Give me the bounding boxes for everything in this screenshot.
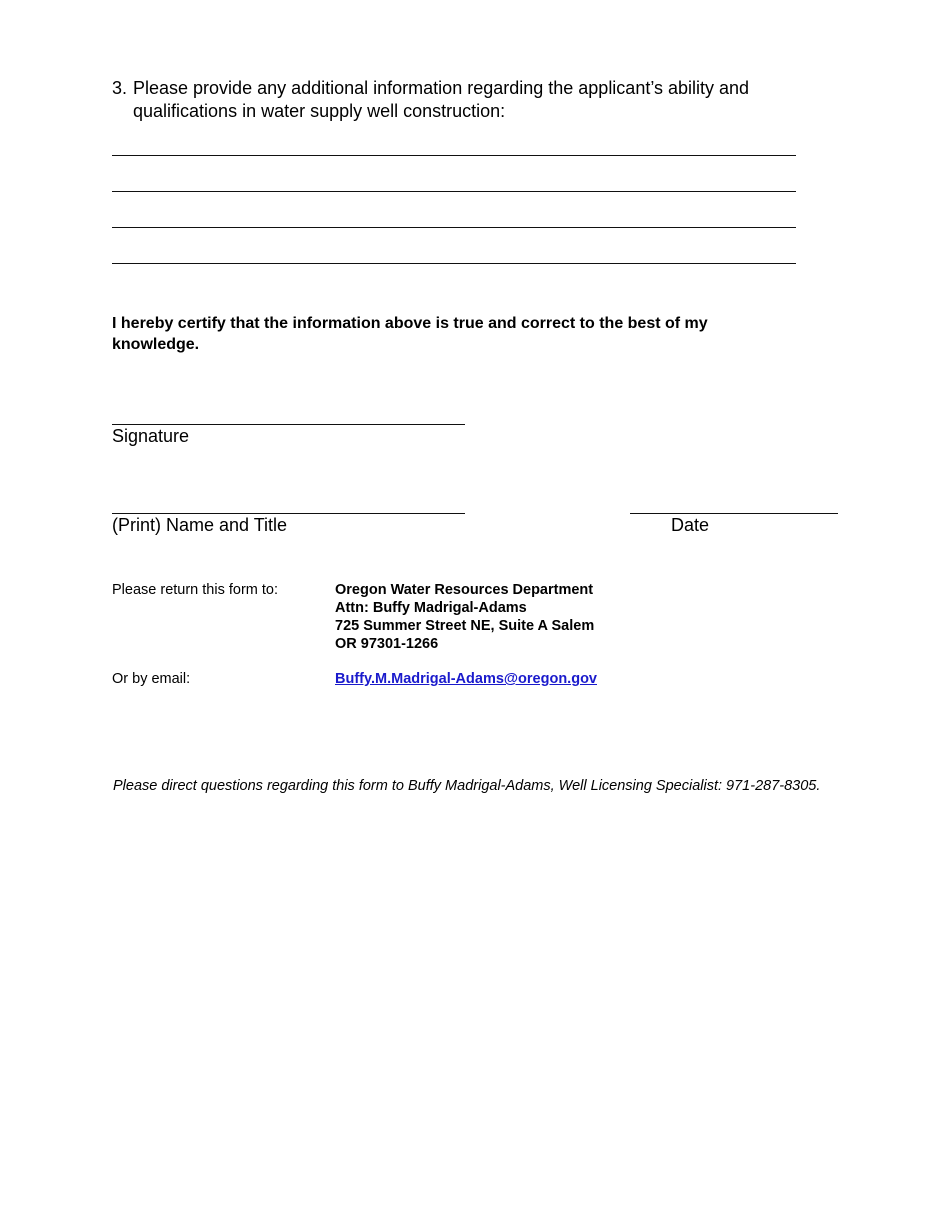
date-label: Date	[671, 515, 710, 535]
name-title-label: (Print) Name and Title	[112, 515, 288, 535]
signature-label: Signature	[112, 426, 190, 446]
question-3	[112, 77, 812, 123]
address-line: OR 97301-1266	[335, 636, 439, 652]
answer-line-3[interactable]	[112, 227, 796, 228]
email-link[interactable]: Buffy.M.Madrigal-Adams@oregon.gov	[335, 671, 597, 687]
email-label: Or by email:	[112, 671, 191, 687]
answer-line-4[interactable]	[112, 263, 796, 264]
address-line: Oregon Water Resources Department	[335, 582, 594, 598]
answer-line-1[interactable]	[112, 155, 796, 156]
return-label: Please return this form to:	[112, 582, 279, 598]
question-text: Please provide any additional information regarding the applicant’s ability and qualifications in water supply well construction:	[133, 78, 750, 121]
return-address	[335, 581, 594, 653]
date-line[interactable]	[630, 513, 838, 514]
address-line: 725 Summer Street NE, Suite A Salem	[335, 618, 595, 634]
question-number: 3.	[112, 78, 128, 98]
address-line: Attn: Buffy Madrigal-Adams	[335, 600, 527, 616]
answer-line-2[interactable]	[112, 191, 796, 192]
certification-statement: I hereby certify that the information above is true and correct to the best of my knowledge.	[112, 315, 708, 353]
questions-contact-note: Please direct questions regarding this form to Buffy Madrigal-Adams, Well Licensing Specialist: 971-287-8305.	[113, 778, 821, 794]
